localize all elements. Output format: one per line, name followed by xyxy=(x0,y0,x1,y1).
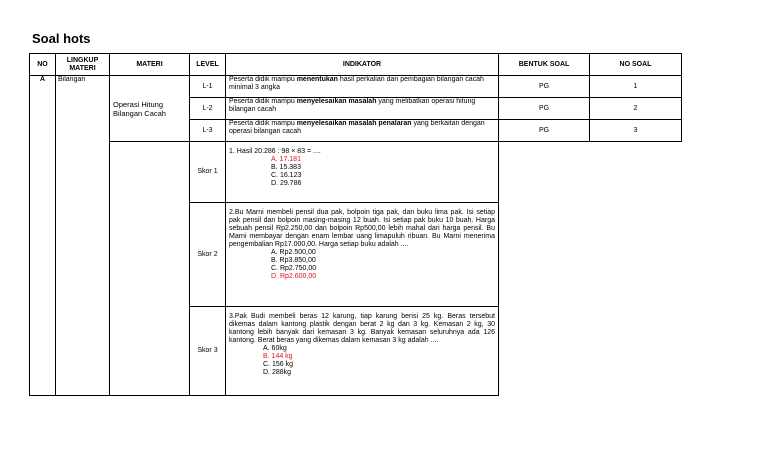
answer-option: C. 16.123 xyxy=(271,172,302,179)
blank-area xyxy=(499,142,682,396)
row-no: A xyxy=(30,76,56,396)
header-materi: MATERI xyxy=(110,54,190,76)
answer-option: D. Rp2.600,00 xyxy=(271,273,317,280)
header-no: NO xyxy=(30,54,56,76)
level-cell: L-3 xyxy=(190,120,226,142)
question-row xyxy=(30,142,682,203)
answer-option: C. Rp2.750,00 xyxy=(271,265,317,272)
header-lingkup-materi: LINGKUP MATERI xyxy=(56,54,110,76)
header-bentuk-soal: BENTUK SOAL xyxy=(499,54,590,76)
no-soal-cell: 2 xyxy=(590,98,682,120)
row-lingkup-materi: Bilangan xyxy=(56,76,110,396)
bentuk-soal-cell: PG xyxy=(499,120,590,142)
bentuk-soal-cell: PG xyxy=(499,76,590,98)
level-cell: L-2 xyxy=(190,98,226,120)
question-text: 3.Pak Budi membeli beras 12 karung, tiap karung berisi 25 kg. Beras tersebut dikemas dalam kantong plastik dengan berat 2 kg dan 3 kg. Kemasan 2 kg, 30 kantong lebih banyak dari kemasan 3 kg. Banyak kemasan seluruhnya ada 126 kantong. Berat beras yang dikemas dalam kemasan 3 kg adalah .... xyxy=(229,313,495,344)
header-no-soal: NO SOAL xyxy=(590,54,682,76)
no-soal-cell: 3 xyxy=(590,120,682,142)
answer-option: C. 156 kg xyxy=(263,361,293,368)
page-title: Soal hots xyxy=(32,31,91,46)
answer-option: A. 17.181 xyxy=(271,156,301,163)
table-header-row xyxy=(30,54,682,76)
header-level: LEVEL xyxy=(190,54,226,76)
answer-option: B. Rp3.850,00 xyxy=(271,257,316,264)
question-text: 2.Bu Marni membeli pensil dua pak, bolpoin tiga pak, dan buku lima pak. Isi setiap pak pensil dan bolpoin masing-masing 12 buah. Isi setiap pak buku 10 buah. Harga sebuah pensil Rp2.250,00 dan bolpoin Rp500,00 lebih mahal dari harga pensil. Bu Marni membayar dengan enam lembar uang limapuluh ribuan. Bu Marni menerima pengembalian Rp17.000,00. Harga setiap buku adalah .... xyxy=(229,209,495,248)
answer-option: D. 288kg xyxy=(263,369,292,376)
skor-cell: Skor 1 xyxy=(190,142,226,203)
answer-option: B. 15.383 xyxy=(271,164,301,171)
table-row xyxy=(30,76,682,98)
question-cell xyxy=(226,142,499,203)
question-text: 1. Hasil 20.286 : 98 × 83 = .... xyxy=(229,148,321,155)
bentuk-soal-cell: PG xyxy=(499,98,590,120)
question-cell xyxy=(226,307,499,396)
indicator-cell: Peserta didik mampu menyelesaikan masalah penalaran yang berkaitan dengan operasi bilangan cacah xyxy=(226,120,499,142)
answer-option: A. 60kg xyxy=(263,345,287,352)
answer-option: A. Rp2.500,00 xyxy=(271,249,316,256)
answer-option: D. 29.786 xyxy=(271,180,302,187)
row-materi: Operasi Hitung Bilangan Cacah xyxy=(110,76,190,142)
answer-option: B. 144 kg xyxy=(263,353,293,360)
header-indikator: INDIKATOR xyxy=(226,54,499,76)
indicator-cell: Peserta didik mampu menyelesaikan masalah yang melibatkan operasi hitung bilangan cacah xyxy=(226,98,499,120)
kisi-kisi-table xyxy=(29,53,682,396)
skor-cell: Skor 3 xyxy=(190,307,226,396)
level-cell: L-1 xyxy=(190,76,226,98)
skor-cell: Skor 2 xyxy=(190,203,226,307)
materi-empty-cell xyxy=(110,142,190,396)
question-cell xyxy=(226,203,499,307)
indicator-cell: Peserta didik mampu menentukan hasil perkalian dan pembagian bilangan cacah minimal 3 angka xyxy=(226,76,499,98)
no-soal-cell: 1 xyxy=(590,76,682,98)
